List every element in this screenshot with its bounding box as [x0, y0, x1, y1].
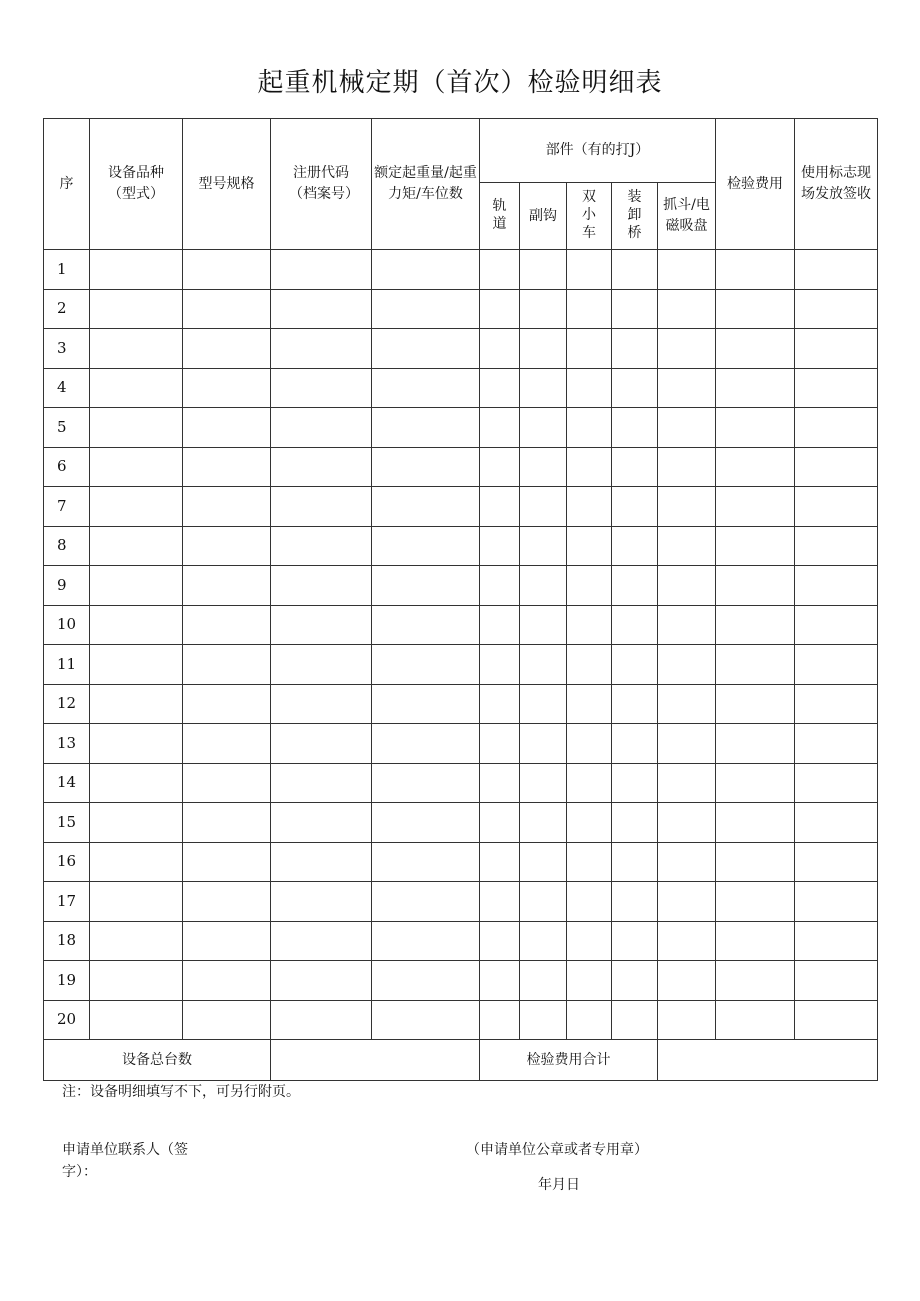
table-row: [44, 487, 878, 527]
row-cell[interactable]: [612, 882, 658, 922]
row-cell[interactable]: [567, 724, 612, 764]
row-cell[interactable]: [90, 1000, 183, 1040]
row-cell[interactable]: [567, 803, 612, 843]
row-cell[interactable]: [520, 329, 567, 369]
row-cell[interactable]: [372, 487, 480, 527]
row-cell[interactable]: [271, 803, 372, 843]
row-cell[interactable]: [183, 289, 271, 329]
row-cell[interactable]: [716, 763, 795, 803]
row-cell[interactable]: [795, 1000, 878, 1040]
row-cell[interactable]: [612, 842, 658, 882]
row-cell[interactable]: [795, 289, 878, 329]
row-cell[interactable]: [795, 842, 878, 882]
row-cell[interactable]: [658, 250, 716, 290]
row-cell[interactable]: [90, 882, 183, 922]
row-cell[interactable]: [716, 447, 795, 487]
row-cell[interactable]: [480, 803, 520, 843]
row-cell[interactable]: [372, 1000, 480, 1040]
row-cell[interactable]: [372, 289, 480, 329]
row-cell[interactable]: [716, 526, 795, 566]
row-cell[interactable]: [716, 724, 795, 764]
row-cell[interactable]: [271, 447, 372, 487]
row-cell[interactable]: [183, 645, 271, 685]
row-cell[interactable]: [658, 408, 716, 448]
table-row: [44, 1000, 878, 1040]
row-cell[interactable]: [658, 684, 716, 724]
row-cell[interactable]: [520, 724, 567, 764]
row-cell[interactable]: [795, 724, 878, 764]
row-cell[interactable]: [271, 1000, 372, 1040]
row-cell[interactable]: [372, 408, 480, 448]
table-row: [44, 842, 878, 882]
inspection-detail-table: [43, 118, 878, 1081]
row-seq: 17: [44, 882, 90, 922]
header-equipment-type: 设备品种（型式）: [90, 119, 183, 250]
row-cell[interactable]: [612, 447, 658, 487]
row-cell[interactable]: [612, 763, 658, 803]
seal-label: （申请单位公章或者专用章）: [466, 1142, 648, 1158]
row-cell[interactable]: [612, 921, 658, 961]
row-cell[interactable]: [567, 526, 612, 566]
row-cell[interactable]: [567, 921, 612, 961]
row-cell[interactable]: [612, 566, 658, 606]
row-cell[interactable]: [372, 724, 480, 764]
equipment-count-value[interactable]: [271, 1040, 480, 1081]
row-cell[interactable]: [520, 605, 567, 645]
row-cell[interactable]: [372, 447, 480, 487]
row-cell[interactable]: [716, 882, 795, 922]
table-row: [44, 447, 878, 487]
table-row: [44, 961, 878, 1001]
row-cell[interactable]: [183, 605, 271, 645]
row-seq: 11: [44, 645, 90, 685]
header-sign-receipt: 使用标志现场发放签收: [795, 119, 878, 250]
row-cell[interactable]: [520, 803, 567, 843]
row-cell[interactable]: [90, 842, 183, 882]
table-row: [44, 329, 878, 369]
row-seq: 7: [44, 487, 90, 527]
row-cell[interactable]: [716, 684, 795, 724]
row-cell[interactable]: [372, 684, 480, 724]
header-parts-group: 部件（有的打J）: [480, 119, 716, 183]
row-cell[interactable]: [658, 368, 716, 408]
row-seq: 20: [44, 1000, 90, 1040]
row-cell[interactable]: [795, 408, 878, 448]
row-cell[interactable]: [795, 763, 878, 803]
row-cell[interactable]: [183, 921, 271, 961]
header-part-track: 轨道: [480, 183, 520, 250]
row-cell[interactable]: [480, 842, 520, 882]
row-cell[interactable]: [372, 605, 480, 645]
row-cell[interactable]: [271, 882, 372, 922]
row-seq: 9: [44, 566, 90, 606]
table-row: [44, 368, 878, 408]
row-cell[interactable]: [372, 368, 480, 408]
row-cell[interactable]: [612, 684, 658, 724]
row-cell[interactable]: [795, 526, 878, 566]
row-cell[interactable]: [612, 408, 658, 448]
row-cell[interactable]: [480, 408, 520, 448]
row-cell[interactable]: [372, 961, 480, 1001]
row-cell[interactable]: [271, 566, 372, 606]
row-cell[interactable]: [183, 803, 271, 843]
table-row: [44, 566, 878, 606]
row-cell[interactable]: [795, 605, 878, 645]
row-cell[interactable]: [612, 803, 658, 843]
row-cell[interactable]: [480, 526, 520, 566]
row-cell[interactable]: [795, 684, 878, 724]
row-cell[interactable]: [271, 289, 372, 329]
row-cell[interactable]: [271, 368, 372, 408]
header-part-grab-magnet: 抓斗/电磁吸盘: [658, 183, 716, 250]
row-cell[interactable]: [271, 842, 372, 882]
fee-total-label: 检验费用合计: [480, 1040, 658, 1081]
row-cell[interactable]: [271, 487, 372, 527]
row-cell[interactable]: [567, 1000, 612, 1040]
row-seq: 16: [44, 842, 90, 882]
row-cell[interactable]: [183, 882, 271, 922]
row-cell[interactable]: [567, 842, 612, 882]
row-cell[interactable]: [271, 961, 372, 1001]
row-cell[interactable]: [183, 724, 271, 764]
row-seq: 8: [44, 526, 90, 566]
row-cell[interactable]: [520, 882, 567, 922]
row-cell[interactable]: [612, 724, 658, 764]
row-cell[interactable]: [90, 645, 183, 685]
row-seq: 15: [44, 803, 90, 843]
table-row: [44, 684, 878, 724]
row-cell[interactable]: [480, 882, 520, 922]
row-cell[interactable]: [372, 329, 480, 369]
row-cell[interactable]: [716, 368, 795, 408]
row-cell[interactable]: [658, 921, 716, 961]
row-cell[interactable]: [520, 961, 567, 1001]
row-cell[interactable]: [183, 961, 271, 1001]
row-cell[interactable]: [795, 447, 878, 487]
row-cell[interactable]: [658, 645, 716, 685]
row-cell[interactable]: [90, 803, 183, 843]
row-cell[interactable]: [520, 763, 567, 803]
row-cell[interactable]: [183, 250, 271, 290]
row-seq: 10: [44, 605, 90, 645]
header-seq: 序: [44, 119, 90, 250]
row-cell[interactable]: [716, 605, 795, 645]
table-row: [44, 408, 878, 448]
row-cell[interactable]: [520, 447, 567, 487]
date-label: 年月日: [538, 1177, 580, 1193]
header-model: 型号规格: [183, 119, 271, 250]
row-seq: 2: [44, 289, 90, 329]
row-cell[interactable]: [716, 803, 795, 843]
row-cell[interactable]: [183, 447, 271, 487]
row-cell[interactable]: [567, 645, 612, 685]
table-row: [44, 289, 878, 329]
row-cell[interactable]: [612, 289, 658, 329]
row-cell[interactable]: [90, 961, 183, 1001]
row-cell[interactable]: [612, 487, 658, 527]
row-cell[interactable]: [612, 250, 658, 290]
row-cell[interactable]: [567, 882, 612, 922]
row-cell[interactable]: [372, 763, 480, 803]
row-cell[interactable]: [658, 526, 716, 566]
row-cell[interactable]: [90, 724, 183, 764]
row-cell[interactable]: [90, 566, 183, 606]
row-cell[interactable]: [658, 803, 716, 843]
row-cell[interactable]: [90, 526, 183, 566]
row-cell[interactable]: [795, 803, 878, 843]
row-cell[interactable]: [480, 961, 520, 1001]
row-cell[interactable]: [716, 487, 795, 527]
row-cell[interactable]: [183, 684, 271, 724]
row-cell[interactable]: [480, 684, 520, 724]
row-cell[interactable]: [520, 921, 567, 961]
row-cell[interactable]: [271, 724, 372, 764]
contact-signature-label: 申请单位联系人（签字）：: [62, 1142, 188, 1180]
row-cell[interactable]: [716, 842, 795, 882]
row-cell[interactable]: [567, 447, 612, 487]
table-row: [44, 526, 878, 566]
row-cell[interactable]: [372, 842, 480, 882]
row-cell[interactable]: [567, 250, 612, 290]
row-cell[interactable]: [271, 250, 372, 290]
row-cell[interactable]: [658, 329, 716, 369]
row-cell[interactable]: [480, 329, 520, 369]
row-cell[interactable]: [480, 763, 520, 803]
row-cell[interactable]: [795, 921, 878, 961]
totals-row: [44, 1040, 878, 1081]
row-cell[interactable]: [480, 447, 520, 487]
row-cell[interactable]: [716, 329, 795, 369]
row-cell[interactable]: [658, 605, 716, 645]
row-cell[interactable]: [520, 487, 567, 527]
row-cell[interactable]: [612, 645, 658, 685]
table-row: [44, 921, 878, 961]
row-cell[interactable]: [795, 487, 878, 527]
row-cell[interactable]: [612, 329, 658, 369]
row-seq: 6: [44, 447, 90, 487]
row-cell[interactable]: [183, 1000, 271, 1040]
table-row: [44, 645, 878, 685]
row-cell[interactable]: [612, 1000, 658, 1040]
row-cell[interactable]: [480, 921, 520, 961]
row-cell[interactable]: [480, 250, 520, 290]
header-part-double-trolley: 双小车: [567, 183, 612, 250]
row-cell[interactable]: [612, 961, 658, 1001]
row-cell[interactable]: [90, 487, 183, 527]
row-cell[interactable]: [658, 763, 716, 803]
row-cell[interactable]: [183, 329, 271, 369]
row-cell[interactable]: [90, 763, 183, 803]
row-cell[interactable]: [795, 645, 878, 685]
row-cell[interactable]: [520, 684, 567, 724]
row-cell[interactable]: [567, 763, 612, 803]
row-cell[interactable]: [90, 329, 183, 369]
row-cell[interactable]: [183, 842, 271, 882]
row-cell[interactable]: [183, 526, 271, 566]
row-cell[interactable]: [480, 487, 520, 527]
row-cell[interactable]: [658, 566, 716, 606]
row-cell[interactable]: [716, 1000, 795, 1040]
table-row: [44, 763, 878, 803]
row-cell[interactable]: [567, 566, 612, 606]
row-cell[interactable]: [520, 368, 567, 408]
row-cell[interactable]: [658, 961, 716, 1001]
row-cell[interactable]: [271, 408, 372, 448]
row-cell[interactable]: [658, 447, 716, 487]
row-cell[interactable]: [716, 408, 795, 448]
row-cell[interactable]: [90, 289, 183, 329]
row-cell[interactable]: [658, 289, 716, 329]
row-seq: 19: [44, 961, 90, 1001]
row-cell[interactable]: [90, 605, 183, 645]
row-cell[interactable]: [520, 842, 567, 882]
row-cell[interactable]: [520, 566, 567, 606]
row-cell[interactable]: [716, 250, 795, 290]
row-cell[interactable]: [567, 329, 612, 369]
row-cell[interactable]: [795, 329, 878, 369]
fee-total-value[interactable]: [658, 1040, 878, 1081]
row-seq: 12: [44, 684, 90, 724]
row-cell[interactable]: [90, 408, 183, 448]
table-row: [44, 605, 878, 645]
row-cell[interactable]: [567, 961, 612, 1001]
row-cell[interactable]: [372, 803, 480, 843]
row-cell[interactable]: [271, 526, 372, 566]
row-cell[interactable]: [480, 605, 520, 645]
row-cell[interactable]: [795, 566, 878, 606]
row-cell[interactable]: [520, 250, 567, 290]
equipment-count-label: 设备总台数: [44, 1040, 271, 1081]
footnote: 注：设备明细填写不下，可另行附页。: [62, 1084, 300, 1100]
row-cell[interactable]: [480, 566, 520, 606]
row-cell[interactable]: [372, 566, 480, 606]
row-cell[interactable]: [567, 289, 612, 329]
row-cell[interactable]: [183, 408, 271, 448]
header-part-loading-bridge: 装卸桥: [612, 183, 658, 250]
header-inspection-fee: 检验费用: [716, 119, 795, 250]
row-cell[interactable]: [271, 763, 372, 803]
header-rated-capacity: 额定起重量/起重力矩/车位数: [372, 119, 480, 250]
row-cell[interactable]: [90, 368, 183, 408]
row-cell[interactable]: [90, 684, 183, 724]
row-cell[interactable]: [612, 526, 658, 566]
row-cell[interactable]: [795, 368, 878, 408]
row-seq: 14: [44, 763, 90, 803]
row-cell[interactable]: [183, 368, 271, 408]
row-cell[interactable]: [567, 408, 612, 448]
row-seq: 3: [44, 329, 90, 369]
row-cell[interactable]: [567, 487, 612, 527]
row-cell[interactable]: [716, 921, 795, 961]
table-row: [44, 250, 878, 290]
row-cell[interactable]: [520, 526, 567, 566]
row-seq: 18: [44, 921, 90, 961]
row-cell[interactable]: [612, 605, 658, 645]
row-cell[interactable]: [90, 921, 183, 961]
row-cell[interactable]: [480, 724, 520, 764]
row-cell[interactable]: [567, 605, 612, 645]
row-cell[interactable]: [567, 368, 612, 408]
table-row: [44, 803, 878, 843]
row-cell[interactable]: [90, 250, 183, 290]
row-cell[interactable]: [372, 921, 480, 961]
row-seq: 1: [44, 250, 90, 290]
row-cell[interactable]: [795, 961, 878, 1001]
row-cell[interactable]: [658, 842, 716, 882]
row-cell[interactable]: [271, 329, 372, 369]
row-cell[interactable]: [567, 684, 612, 724]
row-cell[interactable]: [716, 645, 795, 685]
row-cell[interactable]: [271, 921, 372, 961]
table-row: [44, 882, 878, 922]
row-cell[interactable]: [90, 447, 183, 487]
row-cell[interactable]: [716, 566, 795, 606]
row-cell[interactable]: [480, 289, 520, 329]
row-cell[interactable]: [372, 250, 480, 290]
row-cell[interactable]: [183, 487, 271, 527]
page-title: 起重机械定期（首次）检验明细表: [257, 68, 663, 98]
row-cell[interactable]: [658, 724, 716, 764]
table-row: [44, 724, 878, 764]
row-cell[interactable]: [271, 684, 372, 724]
row-cell[interactable]: [480, 368, 520, 408]
row-cell[interactable]: [658, 882, 716, 922]
row-cell[interactable]: [520, 289, 567, 329]
row-cell[interactable]: [372, 882, 480, 922]
row-cell[interactable]: [716, 961, 795, 1001]
row-cell[interactable]: [372, 645, 480, 685]
row-cell[interactable]: [658, 1000, 716, 1040]
row-cell[interactable]: [612, 368, 658, 408]
row-cell[interactable]: [520, 645, 567, 685]
row-cell[interactable]: [271, 605, 372, 645]
row-seq: 13: [44, 724, 90, 764]
row-cell[interactable]: [520, 1000, 567, 1040]
row-cell[interactable]: [183, 566, 271, 606]
row-cell[interactable]: [480, 1000, 520, 1040]
row-seq: 4: [44, 368, 90, 408]
row-cell[interactable]: [658, 487, 716, 527]
header-registration-code: 注册代码（档案号）: [271, 119, 372, 250]
header-part-aux-hook: 副钩: [520, 183, 567, 250]
row-cell[interactable]: [795, 250, 878, 290]
row-cell[interactable]: [520, 408, 567, 448]
row-cell[interactable]: [480, 645, 520, 685]
row-cell[interactable]: [271, 645, 372, 685]
row-cell[interactable]: [795, 882, 878, 922]
row-cell[interactable]: [183, 763, 271, 803]
row-seq: 5: [44, 408, 90, 448]
row-cell[interactable]: [716, 289, 795, 329]
row-cell[interactable]: [372, 526, 480, 566]
